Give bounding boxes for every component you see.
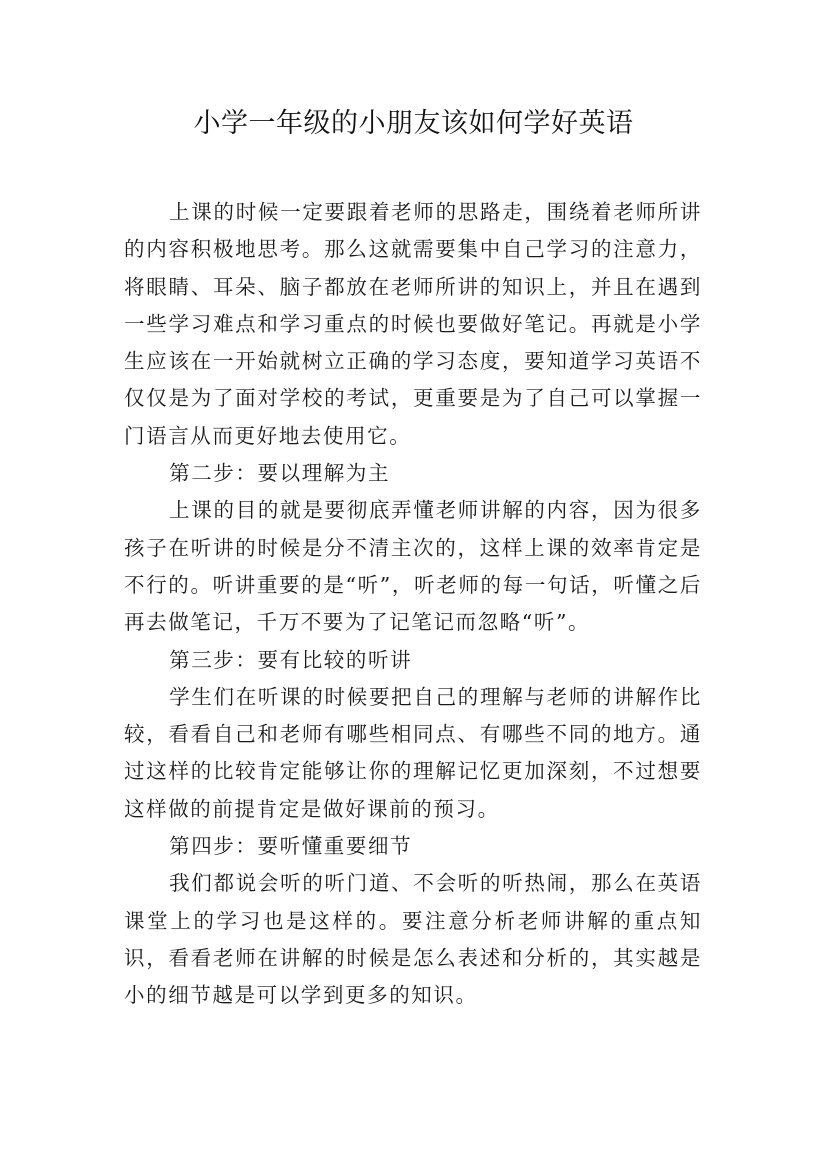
paragraph-step-4: 我们都说会听的听门道、不会听的听热闹，那么在英语课堂上的学习也是这样的。要注意分析老师讲解的重点知识，看看老师在讲解的时候是怎么表述和分析的，其实越是小的细节越是可以学到更多的知识。: [124, 871, 702, 1008]
step-heading-3: 第三步：要有比较的听讲: [169, 647, 413, 672]
paragraph-step-2: 上课的目的就是要彻底弄懂老师讲解的内容，因为很多孩子在听讲的时候是分不清主次的，这样上课的效率肯定是不行的。听讲重要的是“听”，听老师的每一句话，听懂之后再去做笔记，千万不要为了记笔记而忽略“听”。: [124, 498, 702, 635]
paragraph-intro: 上课的时候一定要跟着老师的思路走，围绕着老师所讲的内容积极地思考。那么这就需要集中自己学习的注意力，将眼睛、耳朵、脑子都放在老师所讲的知识上，并且在遇到一些学习难点和学习重点的时候也要做好笔记。再就是小学生应该在一开始就树立正确的学习态度，要知道学习英语不仅仅是为了面对学校的考试，更重要是为了自己可以掌握一门语言从而更好地去使用它。: [124, 200, 702, 448]
paragraph-step-3: 学生们在听课的时候要把自己的理解与老师的讲解作比较，看看自己和老师有哪些相同点、有哪些不同的地方。通过这样的比较肯定能够让你的理解记忆更加深刻，不过想要这样做的前提肯定是做好课前的预习。: [124, 684, 702, 821]
step-heading-4: 第四步：要听懂重要细节: [169, 834, 413, 859]
document-title: 小学一年级的小朋友该如何学好英语: [193, 108, 634, 139]
document-body: [124, 194, 702, 1015]
step-heading-2: 第二步：要以理解为主: [169, 461, 391, 486]
